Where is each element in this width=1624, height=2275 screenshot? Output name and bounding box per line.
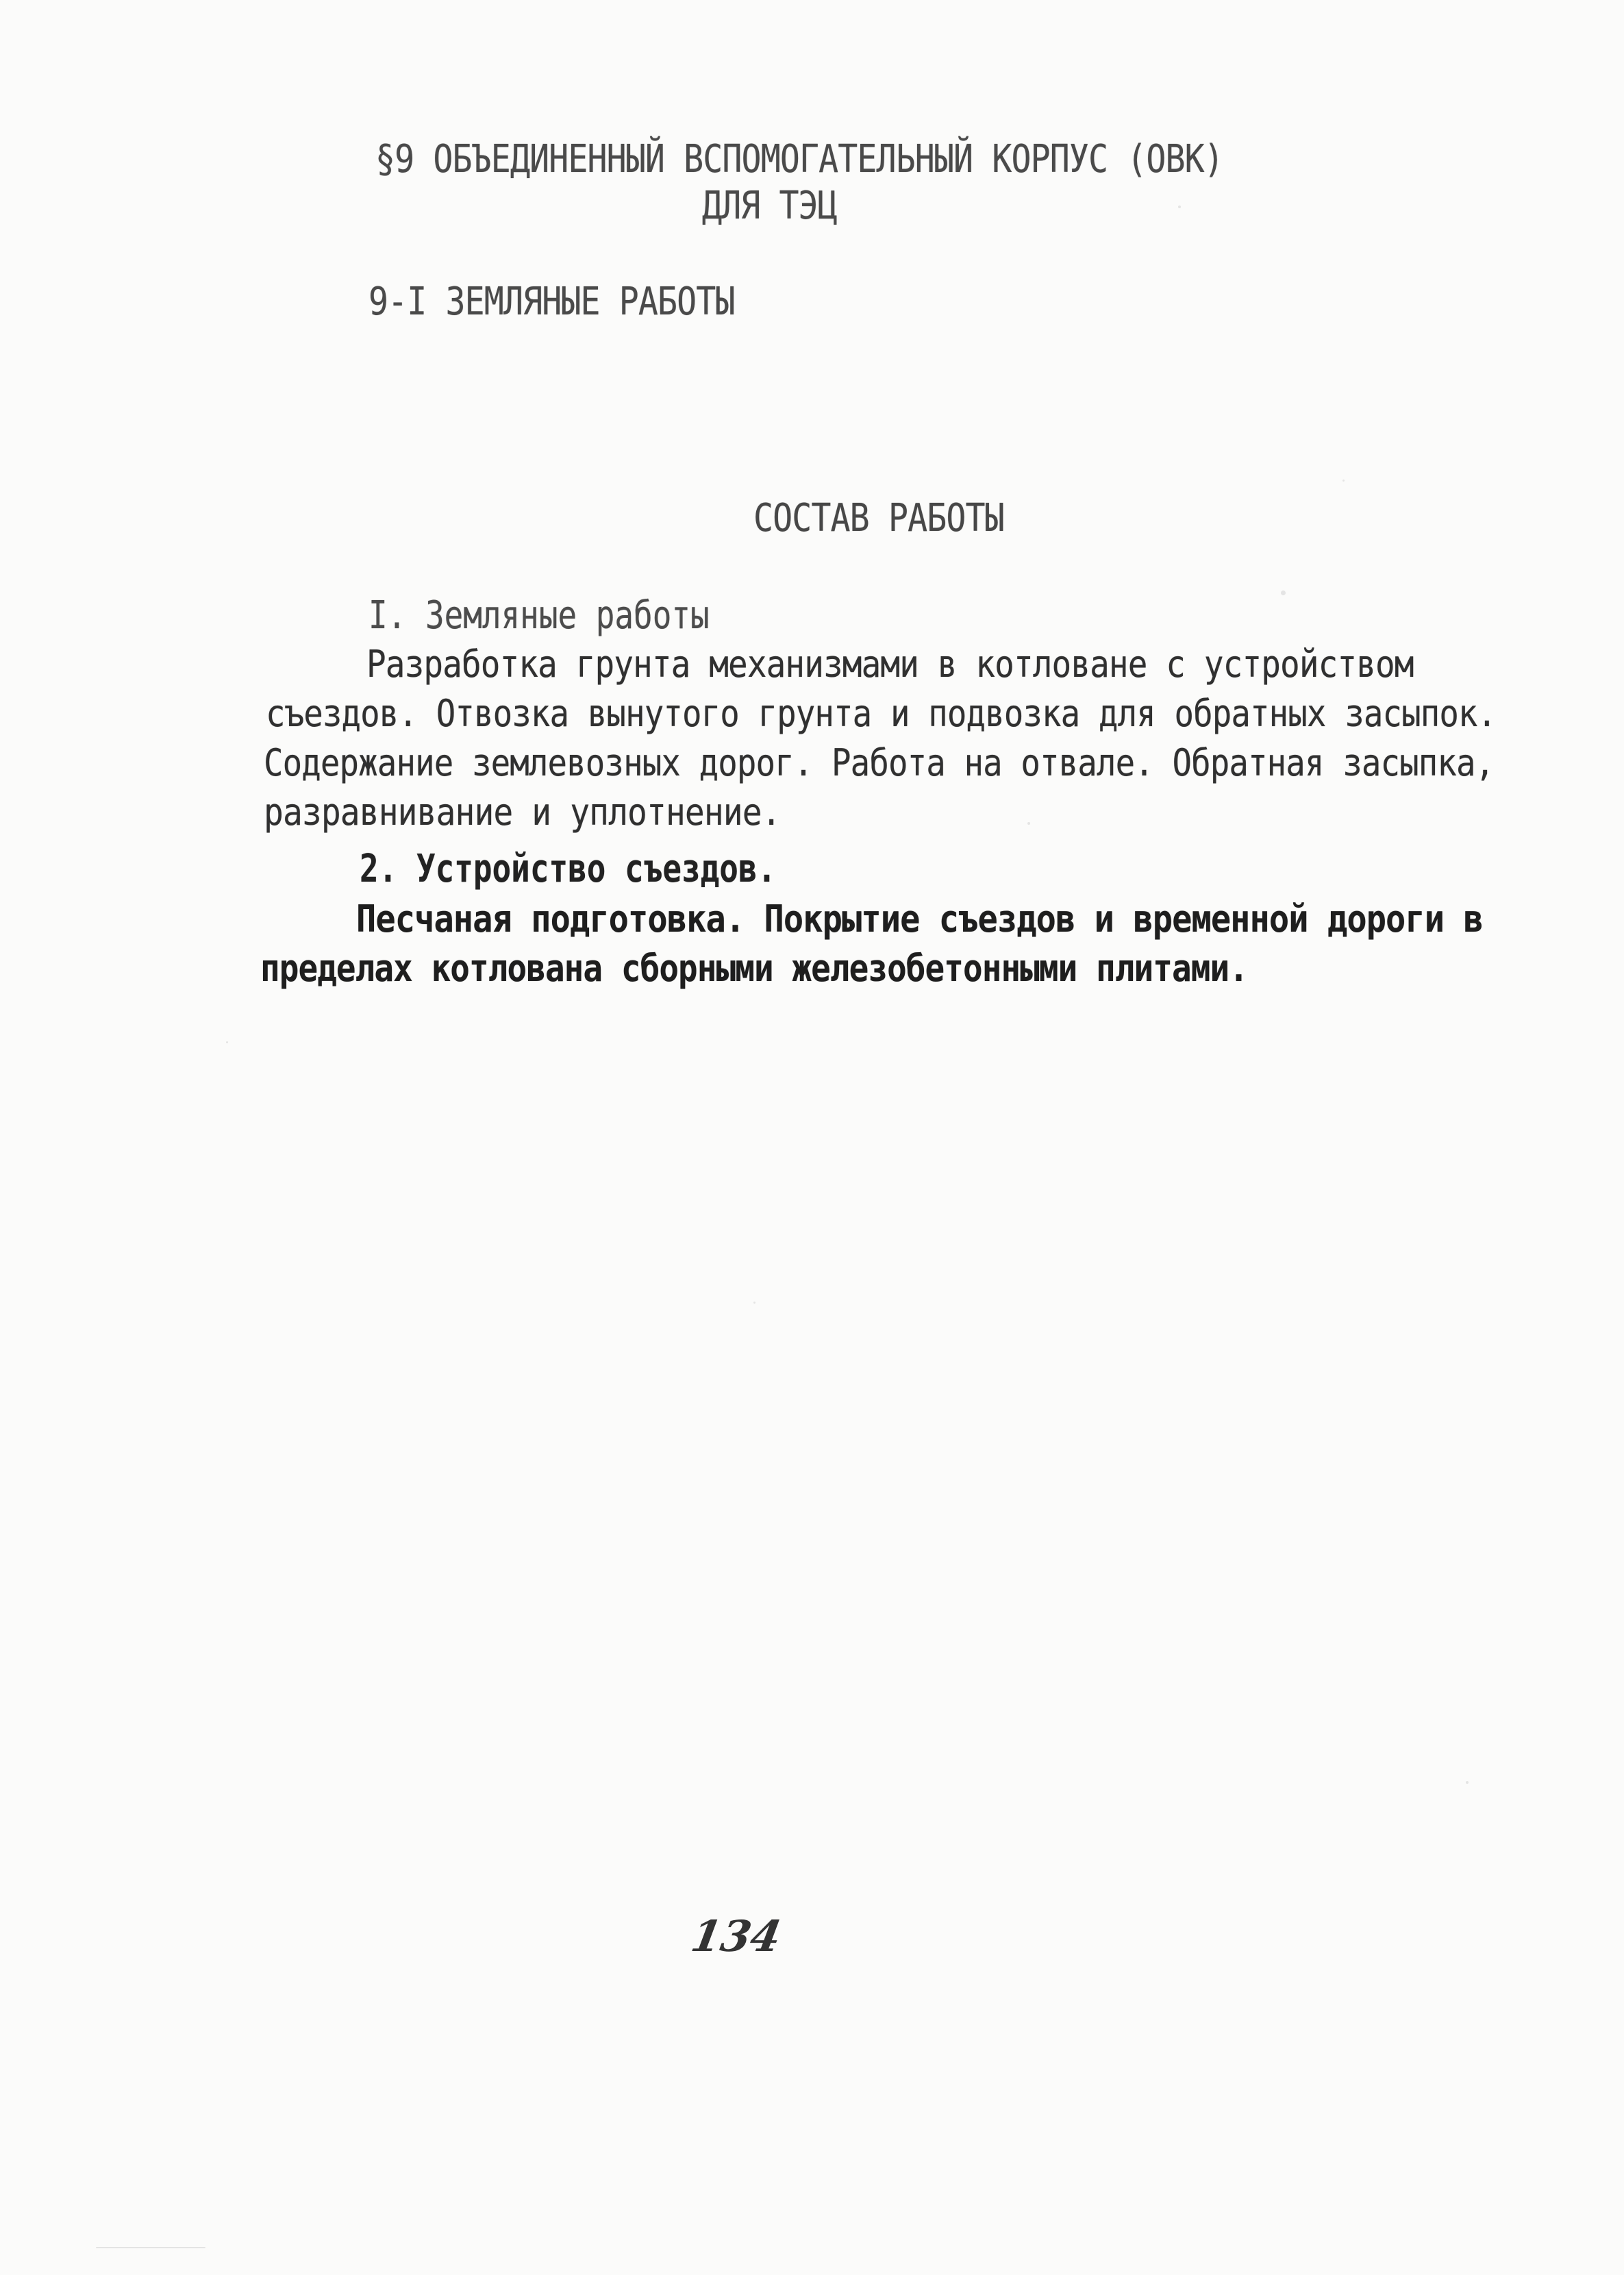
work-composition-heading: СОСТАВ РАБОТЫ [753,496,1004,540]
item-1-line-2: съездов. Отвозка вынутого грунта и подвозка для обратных засыпок. [266,692,1497,735]
item-2-line-2: пределах котлована сборными железобетонными плитами. [260,947,1248,990]
item-1-line-1: Разработка грунта механизмами в котловане с устройством [366,643,1414,686]
item-2-title: 2. Устройство съездов. [360,847,777,891]
document-title-line-1: §9 ОБЪЕДИНЕННЫЙ ВСПОМОГАТЕЛЬНЫЙ КОРПУС (ОВК) [375,137,1223,182]
item-2-line-1: Песчаная подготовка. Покрытие съездов и временной дороги в [356,897,1483,941]
item-1-title: I. Земляные работы [368,593,710,638]
section-heading: 9-I ЗЕМЛЯНЫЕ РАБОТЫ [368,279,735,324]
item-1-line-3: Содержание землевозных дорог. Работа на отвале. Обратная засыпка, [264,741,1495,784]
document-title-line-2: ДЛЯ ТЭЦ [702,184,837,228]
item-1-line-4: разравнивание и уплотнение. [264,791,781,834]
page-number: 134 [687,1911,785,1961]
